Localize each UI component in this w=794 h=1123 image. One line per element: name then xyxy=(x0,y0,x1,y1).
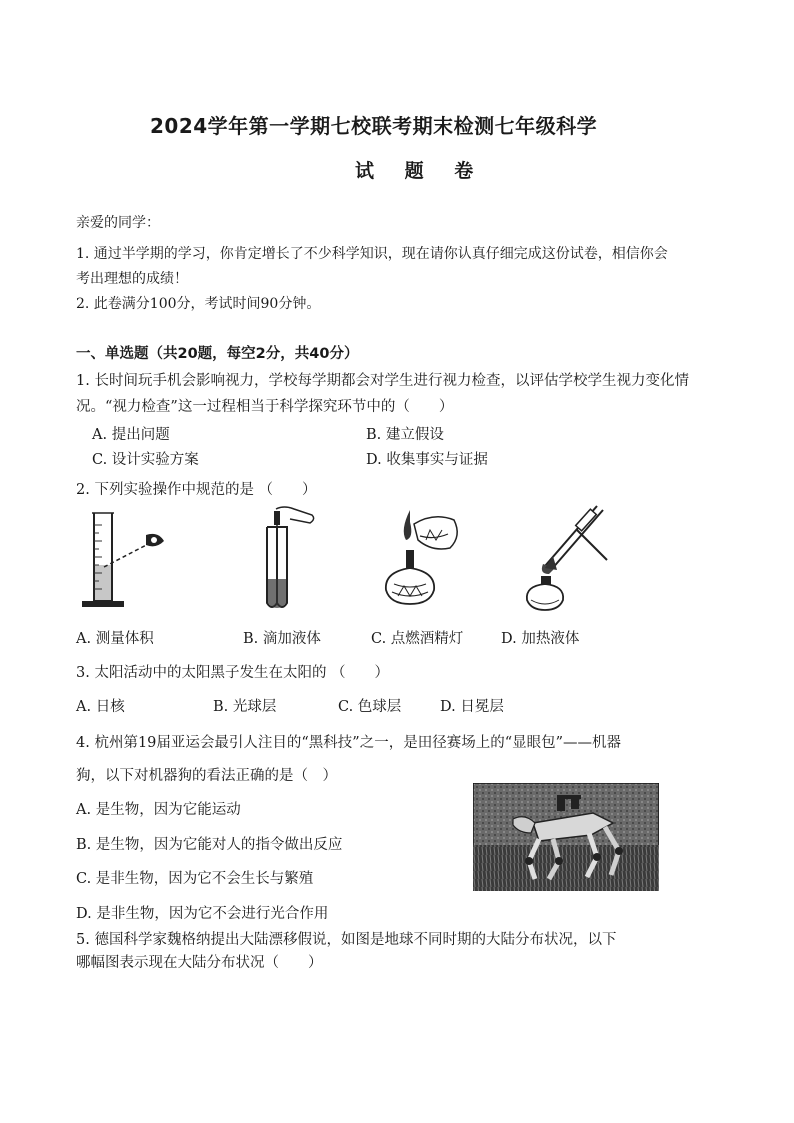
q3-option-c: C. 色球层 xyxy=(338,699,402,715)
q1-line-1: 1. 长时间玩手机会影响视力，学校每学期都会对学生进行视力检查，以评估学校学生视力变化情 xyxy=(76,373,689,389)
intro-line-1b: 考出理想的成绩！ xyxy=(76,271,188,287)
alcohol-lamp-figure xyxy=(370,500,470,615)
q3-option-b: B. 光球层 xyxy=(213,699,277,715)
heating-liquid-figure xyxy=(515,500,615,615)
greeting: 亲爱的同学： xyxy=(76,215,160,231)
q4-option-b: B. 是生物，因为它能对人的指令做出反应 xyxy=(76,837,343,853)
q1-line-2: 况。“视力检查”这一过程相当于科学探究环节中的（ ） xyxy=(76,399,454,415)
q2-option-b: B. 滴加液体 xyxy=(243,631,321,647)
q4-line-1: 4. 杭州第19届亚运会最引人注目的“黑科技”之一，是田径赛场上的“显眼包”——机器 xyxy=(76,735,622,751)
q5-line-2: 哪幅图表示现在大陆分布状况（ ） xyxy=(76,955,323,971)
intro-line-2: 2. 此卷满分100分，考试时间90分钟。 xyxy=(76,296,321,312)
dropper-testtube-figure xyxy=(250,505,330,615)
graduated-cylinder-figure xyxy=(76,505,176,615)
section-title: 一、单选题（共20题，每空2分，共40分） xyxy=(76,346,359,362)
q2-option-a: A. 测量体积 xyxy=(76,631,154,647)
q2-option-c: C. 点燃酒精灯 xyxy=(371,631,464,647)
q2-option-d: D. 加热液体 xyxy=(501,631,580,647)
q1-option-b: B. 建立假设 xyxy=(366,427,444,443)
q1-option-a: A. 提出问题 xyxy=(92,427,170,443)
q3-option-d: D. 日冕层 xyxy=(440,699,504,715)
q4-option-d: D. 是非生物，因为它不会进行光合作用 xyxy=(76,906,329,922)
q4-line-2: 狗，以下对机器狗的看法正确的是（ ） xyxy=(76,768,337,784)
robot-dog-photo xyxy=(473,783,659,891)
q2-stem: 2. 下列实验操作中规范的是 （ ） xyxy=(76,482,317,498)
q3-stem: 3. 太阳活动中的太阳黑子发生在太阳的 （ ） xyxy=(76,665,390,681)
q4-option-c: C. 是非生物，因为它不会生长与繁殖 xyxy=(76,871,314,887)
exam-title: 2024学年第一学期七校联考期末检测七年级科学 xyxy=(150,114,598,138)
q1-option-d: D. 收集事实与证据 xyxy=(366,452,488,468)
q3-option-a: A. 日核 xyxy=(76,699,125,715)
exam-subtitle: 试 题 卷 xyxy=(355,160,486,182)
q1-option-c: C. 设计实验方案 xyxy=(92,452,199,468)
q5-line-1: 5. 德国科学家魏格纳提出大陆漂移假说，如图是地球不同时期的大陆分布状况，以下 xyxy=(76,932,617,948)
intro-line-1a: 1. 通过半学期的学习，你肯定增长了不少科学知识，现在请你认真仔细完成这份试卷，相信你会 xyxy=(76,246,668,262)
q4-option-a: A. 是生物，因为它能运动 xyxy=(76,802,241,818)
